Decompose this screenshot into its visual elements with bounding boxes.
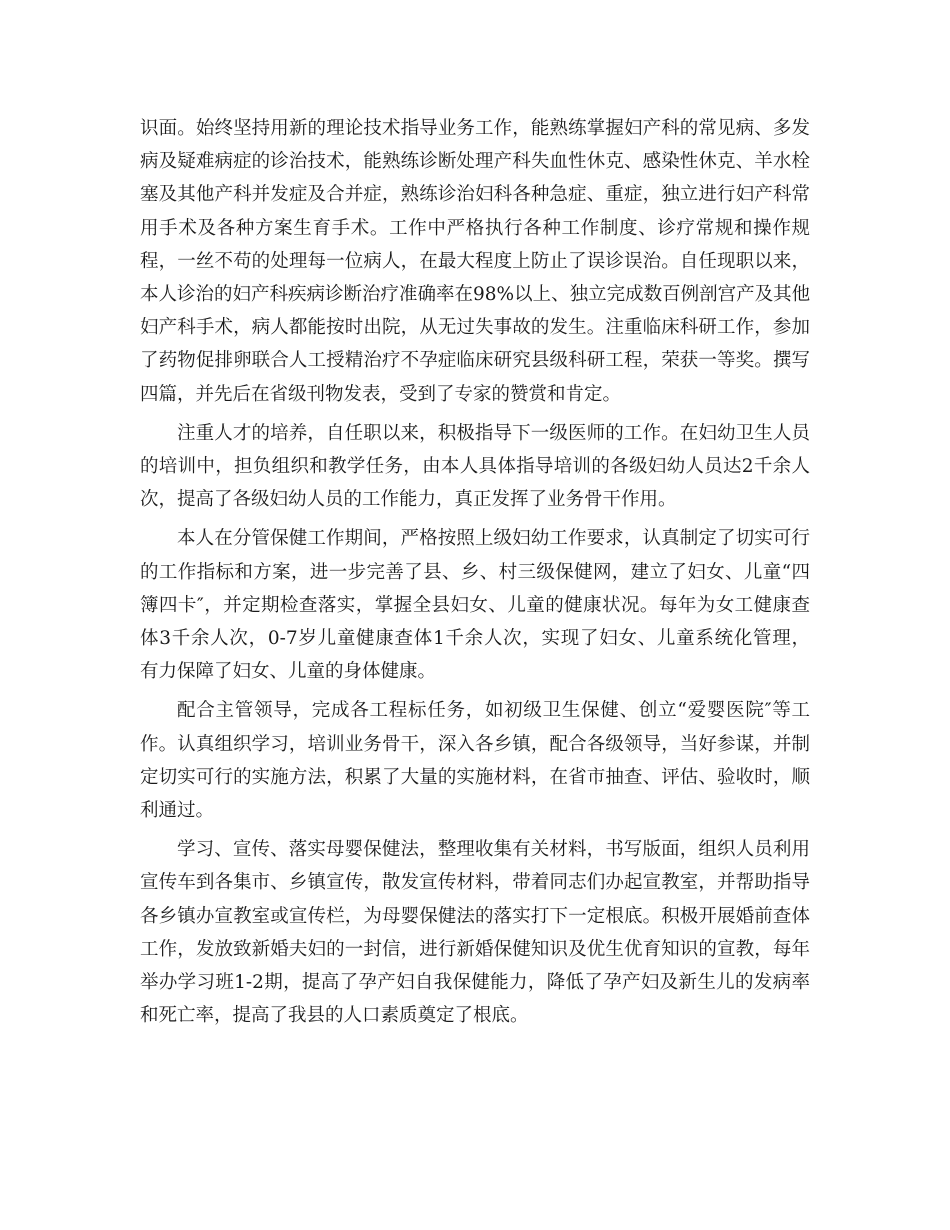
text-line: 体3千余人次，0-7岁儿童健康查体1千余人次，实现了妇女、儿童系统化管理， — [140, 628, 810, 650]
text-line: 本人在分管保健工作期间，严格按照上级妇幼工作要求，认真制定了切实可行 — [177, 528, 810, 550]
text-line: 的工作指标和方案，进一步完善了县、乡、村三级保健网，建立了妇女、儿童“四 — [140, 561, 810, 583]
text-line: 利通过。 — [140, 800, 215, 822]
text-line: 作。认真组织学习，培训业务骨干，深入各乡镇，配合各级领导，当好参谋，并制 — [140, 733, 810, 755]
paragraph-1 — [140, 112, 810, 411]
text-line: 工作，发放致新婚夫妇的一封信，进行新婚保健知识及优生优育知识的宣教，每年 — [140, 938, 810, 960]
text-line: 和死亡率，提高了我县的人口素质奠定了根底。 — [140, 1005, 529, 1027]
text-line: 塞及其他产科并发症及合并症，熟练诊治妇科各种急症、重症，独立进行妇产科常 — [140, 184, 810, 206]
text-line: 次，提高了各级妇幼人员的工作能力，真正发挥了业务骨干作用。 — [140, 489, 677, 511]
paragraph-3 — [140, 522, 810, 688]
text-line: 了药物促排卵联合人工授精治疗不孕症临床研究县级科研工程，荣获一等奖。撰写 — [140, 350, 810, 372]
text-line: 定切实可行的实施方法，积累了大量的实施材料，在省市抽查、评估、验收时，顺 — [140, 766, 810, 788]
text-line: 病及疑难病症的诊治技术，能熟练诊断处理产科失血性休克、感染性休克、羊水栓 — [140, 151, 810, 173]
text-line: 各乡镇办宣教室或宣传栏，为母婴保健法的落实打下一定根底。积极开展婚前查体 — [140, 905, 810, 927]
text-line: 的培训中，担负组织和教学任务，由本人具体指导培训的各级妇幼人员达2千余人 — [140, 456, 810, 478]
text-line: 有力保障了妇女、儿童的身体健康。 — [140, 661, 437, 683]
text-line: 注重人才的培养，自任职以来，积极指导下一级医师的工作。在妇幼卫生人员 — [177, 422, 810, 444]
paragraph-5 — [140, 833, 810, 1032]
text-line: 四篇，并先后在省级刊物发表，受到了专家的赞赏和肯定。 — [140, 383, 622, 405]
text-line: 识面。始终坚持用新的理论技术指导业务工作，能熟练掌握妇产科的常见病、多发 — [140, 118, 810, 139]
text-line: 妇产科手术，病人都能按时出院，从无过失事故的发生。注重临床科研工作，参加 — [140, 317, 810, 339]
text-line: 程，一丝不苟的处理每一位病人，在最大程度上防止了误诊误治。自任现职以来， — [140, 250, 810, 272]
text-line: 举办学习班1-2期，提高了孕产妇自我保健能力，降低了孕产妇及新生儿的发病率 — [140, 972, 810, 994]
text-line: 配合主管领导，完成各工程标任务，如初级卫生保健、创立“爱婴医院″等工 — [177, 700, 810, 722]
text-line: 学习、宣传、落实母婴保健法，整理收集有关材料，书写版面，组织人员利用 — [177, 839, 810, 861]
text-line: 簿四卡″，并定期检查落实，掌握全县妇女、儿童的健康状况。每年为女工健康查 — [140, 594, 810, 616]
document-body — [140, 112, 810, 1032]
text-line: 宣传车到各集市、乡镇宣传，散发宣传材料，带着同志们办起宣教室，并帮助指导 — [140, 872, 810, 894]
paragraph-4 — [140, 694, 810, 827]
text-line: 本人诊治的妇产科疾病诊断治疗准确率在98%以上、独立完成数百例剖宫产及其他 — [140, 284, 811, 306]
text-line: 用手术及各种方案生育手术。工作中严格执行各种工作制度、诊疗常规和操作规 — [140, 217, 810, 239]
paragraph-2 — [140, 417, 810, 517]
